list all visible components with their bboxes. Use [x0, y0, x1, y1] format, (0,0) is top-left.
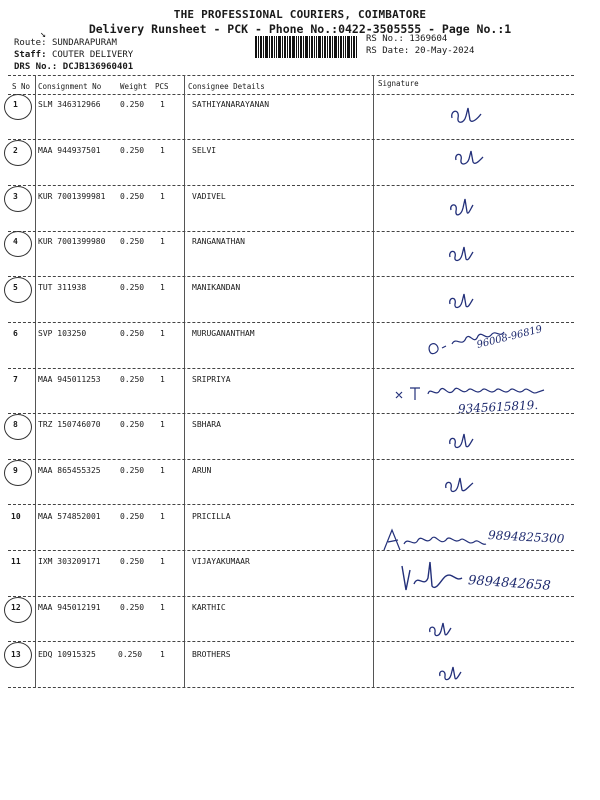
row-consignee: SELVI	[192, 146, 217, 155]
row-consignment: MAA 945012191	[38, 603, 101, 612]
row-weight: 0.250	[120, 603, 145, 612]
row-pcs: 1	[160, 100, 165, 109]
row-sno: 4	[13, 237, 18, 246]
row-separator	[8, 687, 574, 688]
row-consignee: BROTHERS	[192, 650, 231, 659]
company-title: THE PROFESSIONAL COURIERS, COIMBATORE	[173, 8, 427, 21]
row-consignment: MAA 945011253	[38, 375, 101, 384]
column-header-sno: S No	[12, 82, 31, 91]
row-weight: 0.250	[120, 192, 145, 201]
handdrawn-circle	[4, 597, 32, 623]
row-consignee: SATHIYANARAYANAN	[192, 100, 270, 109]
handdrawn-circle	[4, 460, 32, 486]
row-sno: 1	[13, 100, 18, 109]
signature-scribble	[446, 430, 476, 454]
column-header-consignee: Consignee Details	[188, 82, 265, 91]
row-pcs: 1	[160, 375, 165, 384]
row-weight: 0.250	[120, 512, 145, 521]
row-consignment: MAA 574852001	[38, 512, 101, 521]
row-pcs: 1	[160, 650, 165, 659]
row-weight: 0.250	[120, 329, 145, 338]
handdrawn-circle	[4, 642, 32, 668]
row-separator	[8, 368, 574, 369]
row-separator	[8, 596, 574, 597]
header-rule-top	[8, 75, 574, 76]
row-sno: 10	[11, 512, 21, 521]
signature-scribble	[452, 148, 486, 170]
row-weight: 0.250	[120, 283, 145, 292]
row-consignee: RANGANATHAN	[192, 237, 245, 246]
row-weight: 0.250	[120, 146, 145, 155]
row-sno: 8	[13, 420, 18, 429]
handwritten-phone: 9894842658	[467, 573, 552, 594]
handdrawn-circle	[4, 414, 32, 440]
drs-value: DCJB136960401	[62, 62, 134, 72]
handdrawn-circle	[4, 94, 32, 120]
drs-line	[14, 62, 133, 72]
row-consignee: KARTHIC	[192, 603, 226, 612]
handdrawn-circle	[4, 231, 32, 257]
row-sno: 2	[13, 146, 18, 155]
barcode	[255, 36, 357, 58]
row-consignment: SLM 346312966	[38, 100, 101, 109]
header-rule-bottom	[8, 94, 574, 95]
row-pcs: 1	[160, 420, 165, 429]
row-weight: 0.250	[118, 650, 143, 659]
row-sno: 6	[13, 329, 18, 338]
signature-scribble	[446, 196, 476, 222]
row-consignee: SRIPRIYA	[192, 375, 231, 384]
signature-scribble	[436, 664, 464, 686]
route-label: Route:	[14, 38, 47, 48]
route-line	[14, 38, 117, 48]
row-sno: 5	[13, 283, 18, 292]
route-value: SUNDARAPURAM	[51, 38, 117, 48]
handdrawn-circle	[4, 186, 32, 212]
signature-scribble	[396, 558, 466, 594]
row-consignee: MURUGANANTHAM	[192, 329, 255, 338]
row-consignment: KUR 7001399980	[38, 237, 106, 246]
row-pcs: 1	[160, 192, 165, 201]
handwritten-phone: 9894825300	[487, 528, 565, 546]
row-consignee: MANIKANDAN	[192, 283, 241, 292]
row-consignee: ARUN	[192, 466, 212, 475]
row-weight: 0.250	[120, 466, 145, 475]
signature-scribble	[446, 243, 476, 267]
row-consignment: TUT 311938	[38, 283, 87, 292]
row-sno: 12	[11, 603, 21, 612]
row-consignment: EDQ 10915325	[38, 650, 96, 659]
signature-scribble	[380, 526, 490, 556]
signature-scribble	[426, 620, 454, 642]
row-consignee: SBHARA	[192, 420, 221, 429]
row-sno: 11	[11, 557, 21, 566]
handdrawn-circle	[4, 140, 32, 166]
row-pcs: 1	[160, 466, 165, 475]
row-consignment: TRZ 150746070	[38, 420, 101, 429]
row-pcs: 1	[160, 603, 165, 612]
row-pcs: 1	[160, 237, 165, 246]
row-separator	[8, 322, 574, 323]
row-sno: 7	[13, 375, 18, 384]
handdrawn-circle	[4, 277, 32, 303]
signature-scribble	[448, 104, 484, 128]
column-header-pcs: PCS	[155, 82, 169, 91]
row-pcs: 1	[160, 146, 165, 155]
runsheet-title: Delivery Runsheet - PCK - Phone No.:0422-3505555 - Page No.:1	[88, 22, 512, 36]
signature-scribble	[442, 474, 476, 498]
row-separator	[8, 641, 574, 642]
row-weight: 0.250	[120, 420, 145, 429]
row-separator	[8, 185, 574, 186]
row-pcs: 1	[160, 283, 165, 292]
row-separator	[8, 139, 574, 140]
handwritten-phone: 96008-96819	[475, 324, 544, 351]
row-pcs: 1	[160, 557, 165, 566]
column-header-consignment: Consignment No	[38, 82, 102, 91]
row-sno: 13	[11, 650, 21, 659]
row-sno: 3	[13, 192, 18, 201]
row-weight: 0.250	[120, 375, 145, 384]
row-consignee: PRICILLA	[192, 512, 231, 521]
row-sno: 9	[13, 466, 18, 475]
row-consignment: KUR 7001399981	[38, 192, 106, 201]
row-separator	[8, 459, 574, 460]
row-weight: 0.250	[120, 557, 145, 566]
handwritten-arrow-icon: ↘	[40, 29, 47, 40]
drs-label: DRS No.:	[14, 62, 58, 72]
signature-scribble	[446, 290, 476, 314]
rs-date: RS Date: 20-May-2024	[366, 46, 475, 56]
row-weight: 0.250	[120, 237, 145, 246]
row-consignment: SVP 103250	[38, 329, 87, 338]
staff-label: Staff:	[14, 50, 47, 60]
column-header-weight: Weight	[120, 82, 148, 91]
row-consignee: VADIVEL	[192, 192, 226, 201]
staff-value: COUTER DELIVERY	[51, 50, 134, 60]
row-consignment: MAA 944937501	[38, 146, 101, 155]
rs-number: RS No.: 1369604	[366, 34, 448, 44]
staff-line	[14, 50, 133, 60]
row-weight: 0.250	[120, 100, 145, 109]
row-pcs: 1	[160, 512, 165, 521]
row-pcs: 1	[160, 329, 165, 338]
row-separator	[8, 504, 574, 505]
row-separator	[8, 276, 574, 277]
row-consignment: MAA 865455325	[38, 466, 101, 475]
row-consignment: IXM 303209171	[38, 557, 101, 566]
column-header-signature: Signature	[378, 79, 419, 88]
row-separator	[8, 231, 574, 232]
handwritten-phone: 9345615819.	[457, 397, 539, 417]
row-consignee: VIJAYAKUMAAR	[192, 557, 250, 566]
